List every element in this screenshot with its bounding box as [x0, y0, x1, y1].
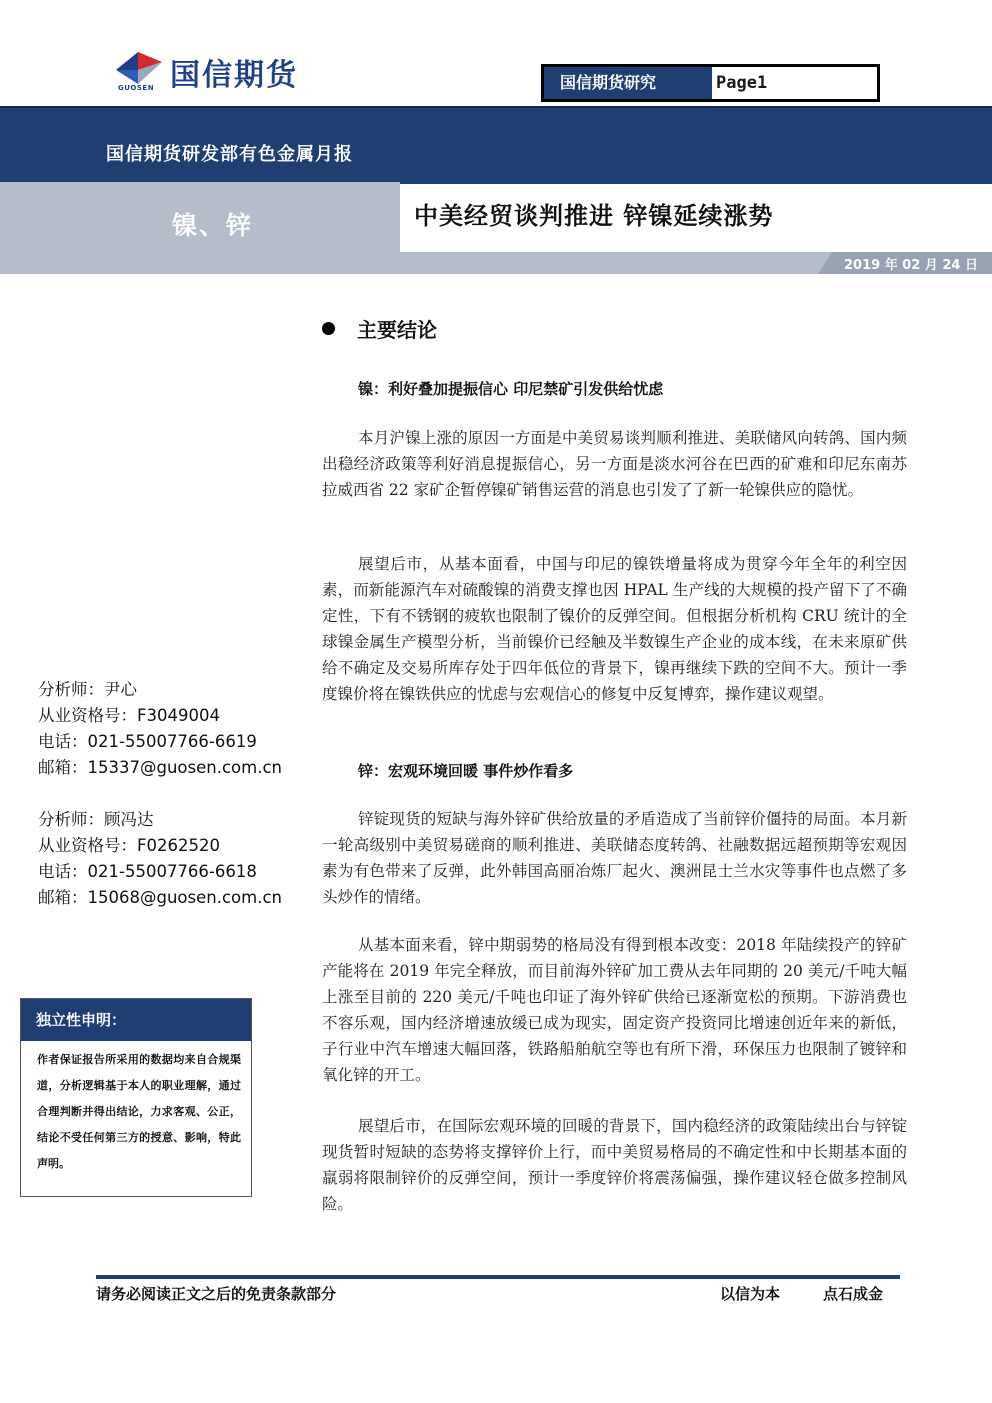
company-logo [112, 46, 352, 98]
analyst-name: 分析师：顾冯达 [38, 810, 154, 829]
nickel-paragraph: 本月沪镍上涨的原因一方面是中美贸易谈判顺利推进、美联储风向转鸽、国内频出稳经济政策等利好消息提振信心，另一方面是淡水河谷在巴西的矿难和印尼东南苏拉威西省 22 家矿企暂停镍矿销售运营的消息也引发了了新一轮镍供应的隐忧。 [322, 429, 907, 499]
footer-disclaimer-note: 请务必阅读正文之后的免责条款部分 [96, 1285, 337, 1303]
analyst-phone: 电话：021-55007766-6618 [38, 862, 257, 881]
analyst-card [38, 807, 282, 911]
analyst-name: 分析师：尹心 [38, 680, 137, 699]
nickel-subheading: 镍：利好叠加提振信心 印尼禁矿引发供给忧虑 [358, 380, 664, 398]
report-date: 2019 年 02 月 24 日 [844, 258, 978, 273]
nickel-paragraph: 展望后市，从基本面看，中国与印尼的镍铁增量将成为贯穿今年全年的利空因素，而新能源汽车对硫酸镍的消费支撑也因 HPAL 生产线的大规模的投产留下了不确定性，下有不锈钢的疲软也限制了镍价的反弹空间。但根据分析机构 CRU 统计的全球镍金属生产模型分析，当前镍价已经触及半数镍生产企业的成本线，在未来原矿供给不确定及交易所库存处于四年低位的背景下，镍再继续下跌的空间不大。预计一季度镍价将在镍铁供应的忧虑与宏观信心的修复中反复博弈，操作建议观望。 [322, 555, 907, 703]
analyst-license: 从业资格号：F3049004 [38, 706, 220, 725]
footer-slogan-1: 以信为本 [720, 1285, 781, 1303]
statement-text: 作者保证报告所采用的数据均来自合规渠道，分析逻辑基于本人的职业理解，通过合理判断并得出结论，力求客观、公正，结论不受任何第三方的授意、影响，特此声明。 [37, 1053, 241, 1170]
report-title-band [0, 106, 992, 184]
bullet-icon [322, 322, 335, 335]
page-number: Page1 [716, 73, 768, 93]
commodity-label-box [0, 182, 400, 262]
logo-subtext: GUOSEN [118, 84, 155, 92]
analyst-email[interactable]: 邮箱：15068@guosen.com.cn [38, 888, 282, 907]
zinc-paragraph: 从基本面来看，锌中期弱势的格局没有得到根本改变：2018 年陆续投产的锌矿产能将在 2019 年完全释放，而目前海外锌矿加工费从去年同期的 20 美元/千吨大幅上涨至目前的 220 美元/千吨也印证了海外锌矿供给已逐渐宽松的预期。下游消费也不容乐观，国内经济增速放缓已成为现实，固定资产投资同比增速创近年来的新低，子行业中汽车增速大幅回落，铁路船舶航空等也有所下滑，环保压力也限制了镀锌和氧化锌的开工。 [322, 936, 907, 1084]
statement-title: 独立性申明： [21, 999, 251, 1041]
report-title: 国信期货研发部有色金属月报 [106, 144, 353, 165]
analyst-card [38, 677, 282, 781]
zinc-paragraph: 展望后市，在国际宏观环境的回暖的背景下，国内稳经济的政策陆续出台与锌锭现货暂时短缺的态势将支撑锌价上行，而中美贸易格局的不确定性和中长期基本面的羸弱将限制锌价的反弹空间，预计一季度锌价将震荡偏强，操作建议轻仓做多控制风险。 [322, 1117, 907, 1213]
report-series-label: 国信期货研究 [544, 67, 712, 99]
analyst-phone: 电话：021-55007766-6619 [38, 732, 257, 751]
analyst-email[interactable]: 邮箱：15337@guosen.com.cn [38, 758, 282, 777]
footer-divider [96, 1275, 900, 1279]
report-headline: 中美经贸谈判推进 锌镍延续涨势 [414, 201, 774, 230]
section-title: 主要结论 [357, 318, 437, 342]
date-strip [0, 252, 992, 274]
analyst-license: 从业资格号：F0262520 [38, 836, 220, 855]
footer-slogan-2: 点石成金 [823, 1285, 884, 1303]
zinc-paragraph: 锌锭现货的短缺与海外锌矿供给放量的矛盾造成了当前锌价僵持的局面。本月新一轮高级别中美贸易磋商的顺利推进、美联储态度转鸽、社融数据远超预期等宏观因素为有色带来了反弹，此外韩国高丽冶炼厂起火、澳洲昆士兰水灾等事件也点燃了多头炒作的情绪。 [322, 810, 907, 906]
independence-statement [20, 998, 252, 1197]
section-heading [322, 314, 437, 343]
report-tag-box [541, 64, 880, 102]
commodity-label: 镍、锌 [172, 211, 254, 240]
zinc-subheading: 锌：宏观环境回暖 事件炒作看多 [358, 762, 574, 780]
logo-text: 国信期货 [170, 58, 298, 93]
